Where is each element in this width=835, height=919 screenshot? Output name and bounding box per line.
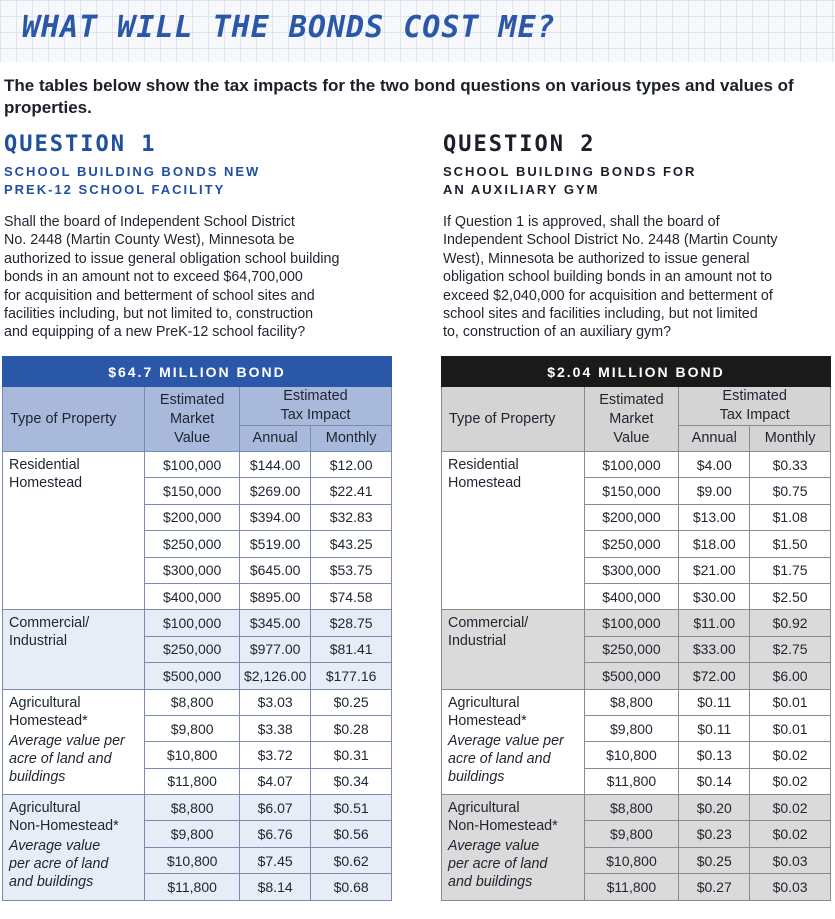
category-note [9,732,138,786]
cell-value: $10,800 [145,847,240,873]
category-residential [3,452,145,610]
cell-annual: $2,126.00 [239,663,310,689]
table-row [442,795,831,821]
cell-annual: $13.00 [679,504,750,530]
cell-monthly: $2.75 [750,636,831,662]
question-1-body-line: Shall the board of Independent School District [4,214,295,230]
cell-monthly: $0.03 [750,874,831,900]
category-ag-non-homestead [442,795,585,901]
cell-monthly: $1.75 [750,557,831,583]
question-2-subtitle-line: AN AUXILIARY GYM [443,182,600,197]
category-label: Industrial [448,633,507,650]
category-label: Agricultural [9,800,81,817]
cell-annual: $8.14 [239,874,310,900]
cell-annual: $345.00 [239,610,310,636]
note-text: Average value [9,838,101,855]
table-row [3,689,392,715]
question-1-body-line: bonds in an amount not to exceed $64,700,000 [4,269,303,286]
cell-annual: $6.07 [239,795,310,821]
category-label: Non-Homestead* [448,818,558,835]
question-2-subtitle [443,163,835,199]
question-1-body-line: No. 2448 (Martin County West), Minnesota be [4,232,295,249]
cell-value: $250,000 [145,531,240,557]
cell-value: $100,000 [584,452,679,478]
category-commercial [442,610,585,689]
question-2-body-line: obligation school building bonds in an amount not to [443,269,773,286]
category-label: Agricultural [448,800,520,817]
note-text: buildings [448,768,505,785]
cell-monthly: $0.92 [750,610,831,636]
cell-annual: $0.14 [679,768,750,794]
cell-monthly: $0.56 [311,821,392,847]
cell-annual: $645.00 [239,557,310,583]
cell-value: $9,800 [145,715,240,741]
cell-value: $8,800 [145,795,240,821]
table-title: $64.7 MILLION BOND [3,357,392,387]
cell-value: $100,000 [584,610,679,636]
cell-value: $300,000 [584,557,679,583]
cell-value: $8,800 [145,689,240,715]
intro-text: The tables below show the tax impacts for the two bond questions on various types and values of properties. [4,76,794,117]
cell-annual: $269.00 [239,478,310,504]
category-ag-homestead [442,689,585,795]
cell-value: $100,000 [145,610,240,636]
cell-monthly: $1.50 [750,531,831,557]
question-1-subtitle-line: SCHOOL BUILDING BONDS NEW [4,164,261,179]
cell-monthly: $1.08 [750,504,831,530]
cell-annual: $895.00 [239,583,310,609]
cell-value: $250,000 [584,531,679,557]
cell-annual: $7.45 [239,847,310,873]
header-text: Estimated [722,388,787,404]
header-market-value [584,387,679,452]
table-row [3,610,392,636]
cell-annual: $3.38 [239,715,310,741]
title-banner [0,0,835,62]
question-2-body-line: school sites and facilities including, but not limited [443,306,758,323]
header-text: Value [174,429,211,446]
cell-monthly: $0.02 [750,768,831,794]
question-2-body-line: to, construction of an auxiliary gym? [443,324,672,341]
cell-annual: $0.20 [679,795,750,821]
question-1-body-line: facilities including, but not limited to, construction [4,306,314,323]
header-monthly: Monthly [750,426,831,452]
cell-annual: $394.00 [239,504,310,530]
cell-value: $150,000 [584,478,679,504]
cell-value: $150,000 [145,478,240,504]
cell-annual: $0.23 [679,821,750,847]
cell-annual: $4.07 [239,768,310,794]
cell-monthly: $53.75 [311,557,392,583]
cell-value: $10,800 [584,742,679,768]
cell-monthly: $28.75 [311,610,392,636]
category-label: Residential [448,457,519,473]
header-text: Market [169,410,215,427]
cell-annual: $33.00 [679,636,750,662]
note-text: Average value per [9,732,125,749]
question-2-body-line: West), Minnesota be authorized to issue general [443,250,750,267]
question-1-heading: QUESTION 1 [4,132,157,157]
category-label: Agricultural [9,694,81,711]
cell-monthly: $0.25 [311,689,392,715]
cell-monthly: $74.58 [311,583,392,609]
cell-value: $11,800 [584,874,679,900]
note-text: Average value per [448,732,564,749]
cell-value: $8,800 [584,689,679,715]
category-note [448,732,578,786]
note-text: and buildings [9,874,94,891]
cell-value: $10,800 [145,742,240,768]
cell-monthly: $43.25 [311,531,392,557]
table-title: $2.04 MILLION BOND [442,357,831,387]
cell-value: $500,000 [145,663,240,689]
cell-annual: $3.03 [239,689,310,715]
cell-monthly: $0.02 [750,742,831,768]
cell-monthly: $0.02 [750,821,831,847]
cell-monthly: $0.75 [750,478,831,504]
question-1-subtitle-line: PREK-12 SCHOOL FACILITY [4,182,226,197]
category-note [9,837,138,891]
header-text: Estimated [599,391,664,408]
header-text: Estimated [159,391,225,408]
question-2-body-line: exceed $2,040,000 for acquisition and betterment of [443,287,773,304]
note-text: per acre of land [448,856,548,873]
header-text: Value [613,429,650,446]
cell-annual: $977.00 [239,636,310,662]
cell-annual: $4.00 [679,452,750,478]
category-ag-homestead [3,689,145,795]
cell-annual: $18.00 [679,531,750,557]
bond-table-1 [2,356,392,901]
table-row [442,452,831,478]
cell-annual: $519.00 [239,531,310,557]
table-row [3,452,392,478]
header-text: Market [609,410,654,427]
category-note [448,837,578,891]
category-label: Commercial/ [9,615,90,632]
category-commercial [3,610,145,689]
question-1-body-line: for acquisition and betterment of school sites and [4,287,315,304]
cell-value: $10,800 [584,847,679,873]
header-market-value [145,387,240,452]
cell-annual: $0.27 [679,874,750,900]
cell-value: $500,000 [584,663,679,689]
cell-annual: $3.72 [239,742,310,768]
cell-monthly: $0.34 [311,768,392,794]
cell-annual: $0.11 [679,689,750,715]
cell-annual: $9.00 [679,478,750,504]
cell-annual: $6.76 [239,821,310,847]
cell-value: $300,000 [145,557,240,583]
question-1-body [4,213,404,342]
cell-annual: $0.13 [679,742,750,768]
cell-monthly: $32.83 [311,504,392,530]
cell-annual: $144.00 [239,452,310,478]
cell-monthly: $0.03 [750,847,831,873]
header-text: Tax Impact [719,407,790,423]
bond-table-2 [441,356,831,901]
cell-value: $9,800 [584,821,679,847]
cell-monthly: $81.41 [311,636,392,662]
note-text: acre of land and [448,750,551,767]
cell-monthly: $2.50 [750,583,831,609]
header-text: Estimated [283,388,348,404]
cell-value: $11,800 [145,874,240,900]
cell-annual: $30.00 [679,583,750,609]
page-title: WHAT WILL THE BONDS COST ME? [22,10,556,45]
cell-monthly: $22.41 [311,478,392,504]
header-tax-impact [679,387,831,426]
cell-annual: $21.00 [679,557,750,583]
header-monthly: Monthly [311,426,392,452]
header-annual: Annual [239,426,310,452]
category-label: Residential [9,457,80,473]
question-1-section [4,132,404,342]
cell-value: $400,000 [145,583,240,609]
question-2-subtitle-line: SCHOOL BUILDING BONDS FOR [443,164,697,179]
header-type-of-property: Type of Property [3,387,145,452]
cell-value: $9,800 [145,821,240,847]
question-1-body-line: authorized to issue general obligation school building [4,250,340,267]
cell-monthly: $0.68 [311,874,392,900]
question-1-subtitle [4,163,404,199]
cell-monthly: $0.51 [311,795,392,821]
cell-monthly: $6.00 [750,663,831,689]
category-label: Commercial/ [448,615,529,632]
cell-monthly: $0.33 [750,452,831,478]
category-label: Homestead [448,475,522,491]
cell-monthly: $0.01 [750,715,831,741]
cell-value: $11,800 [584,768,679,794]
cell-annual: $0.25 [679,847,750,873]
note-text: and buildings [448,874,533,891]
cell-monthly: $0.28 [311,715,392,741]
cell-value: $8,800 [584,795,679,821]
category-label: Homestead [9,475,83,491]
note-text: buildings [9,768,66,785]
question-1-body-line: and equipping of a new PreK-12 school facility? [4,324,306,341]
cell-annual: $11.00 [679,610,750,636]
cell-annual: $0.11 [679,715,750,741]
category-ag-non-homestead [3,795,145,901]
note-text: acre of land and [9,750,112,767]
table-row [442,610,831,636]
question-2-section [443,132,835,342]
category-label: Homestead* [9,712,88,729]
cell-value: $250,000 [145,636,240,662]
cell-value: $400,000 [584,583,679,609]
cell-annual: $72.00 [679,663,750,689]
cell-monthly: $0.02 [750,795,831,821]
cell-value: $200,000 [584,504,679,530]
category-label: Non-Homestead* [9,818,119,835]
cell-value: $11,800 [145,768,240,794]
header-type-of-property: Type of Property [442,387,585,452]
header-annual: Annual [679,426,750,452]
question-2-body-line: Independent School District No. 2448 (Martin County [443,232,778,249]
cell-monthly: $177.16 [311,663,392,689]
category-label: Industrial [9,633,68,650]
cell-value: $200,000 [145,504,240,530]
question-2-body [443,213,835,342]
note-text: per acre of land [9,856,109,873]
cell-value: $9,800 [584,715,679,741]
header-text: Tax Impact [280,407,351,423]
cell-value: $100,000 [145,452,240,478]
question-2-heading: QUESTION 2 [443,132,596,157]
header-tax-impact [239,387,391,426]
cell-value: $250,000 [584,636,679,662]
cell-monthly: $0.31 [311,742,392,768]
cell-monthly: $0.01 [750,689,831,715]
note-text: Average value [448,838,540,855]
table-row [3,795,392,821]
category-label: Agricultural [448,694,520,711]
category-label: Homestead* [448,712,527,729]
cell-monthly: $0.62 [311,847,392,873]
category-residential [442,452,585,610]
question-2-body-line: If Question 1 is approved, shall the board of [443,214,720,230]
cell-monthly: $12.00 [311,452,392,478]
table-row [442,689,831,715]
